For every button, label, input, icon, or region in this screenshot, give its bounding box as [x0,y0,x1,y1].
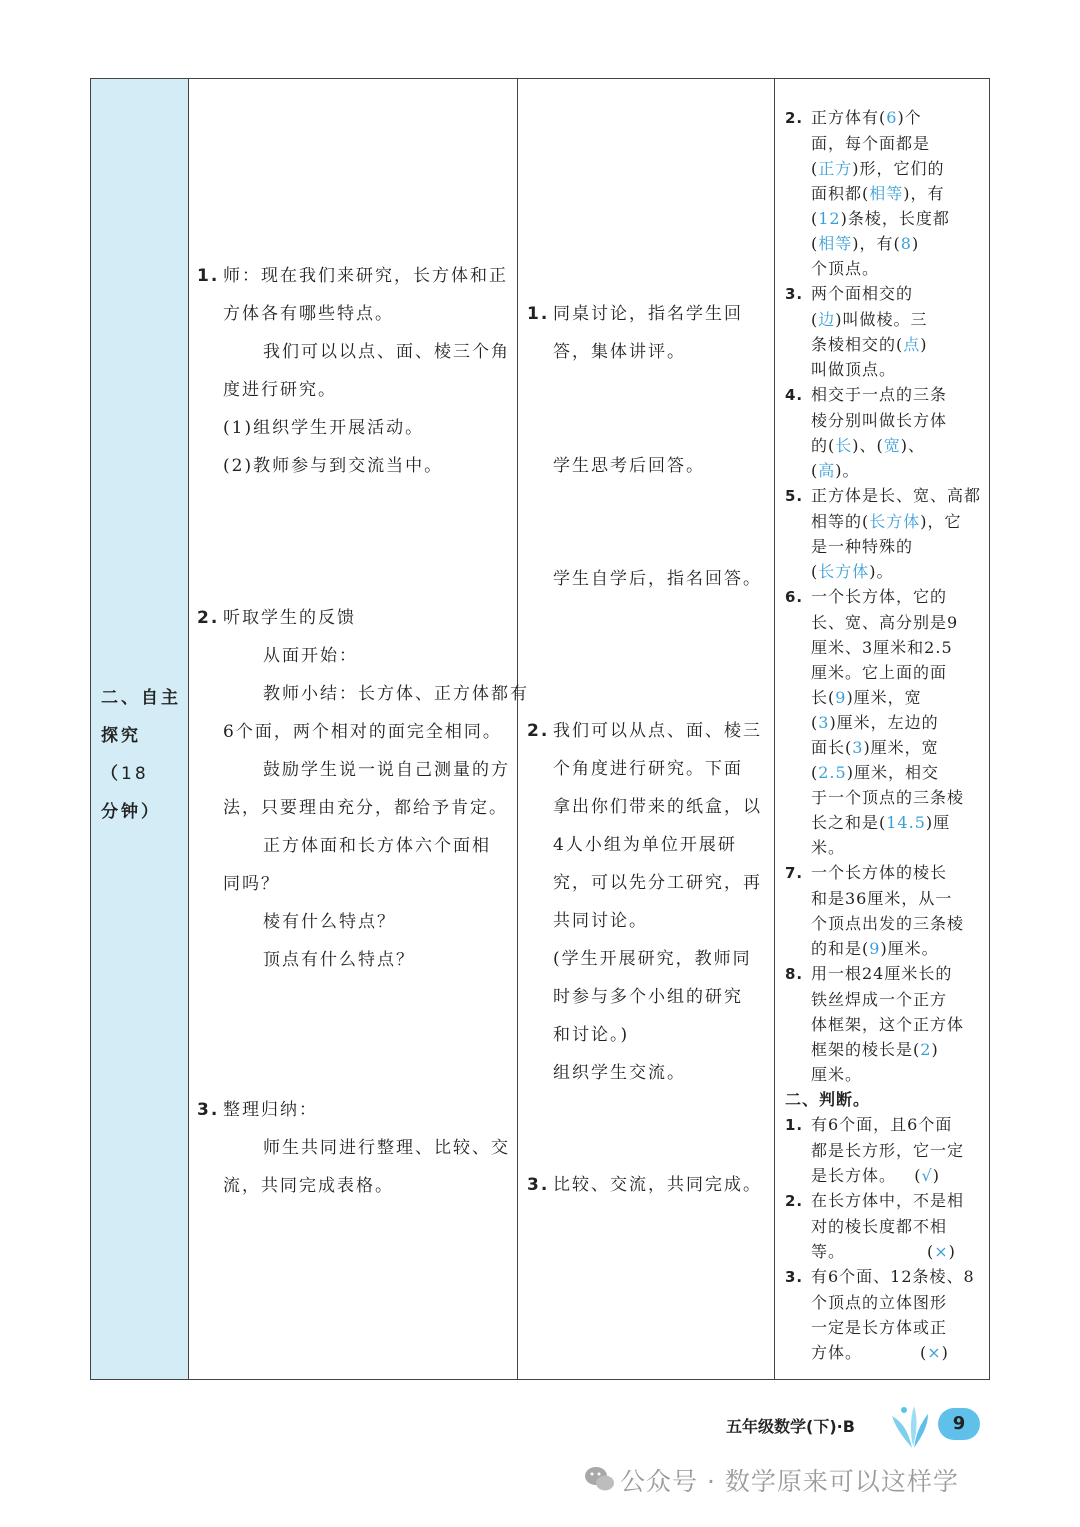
lesson-table [90,78,990,1380]
student-step-2: 2. 我们可以从点、面、棱三 个角度进行研究。下面 拿出你们带来的纸盒，以 4人小组为单位开展研 究，可以先分工研究，再 共同讨论。 (学生开展研究，教师同 时参与多个小组的研究 和讨论。) 组织学生交流。 [527,721,762,1083]
judge-q2: 2. 在长方体中，不是相 对的棱长度都不相 等。 (×) [785,1191,965,1261]
teacher-step-3: 3. 整理归纳： 师生共同进行整理、比较、交 流，共同完成表格。 [197,1100,510,1196]
exercise-q2: 2. 正方体有(6)个 面，每个面都是 (正方)形，它们的 面积都(相等)，有 (12)条棱，长度都 (相等)，有(8) 个顶点。 [785,108,950,278]
exercise-q3: 3. 两个面相交的 (边)叫做棱。三 条棱相交的(点) 叫做顶点。 [785,284,928,379]
watermark-text: 公众号 · 数学原来可以这样学 [620,1467,959,1496]
exercise-column [785,105,985,1365]
judge-q3: 3. 有6个面、12条棱、8 个顶点的立体图形 一定是长方体或正 方体。 (×) [785,1267,975,1362]
exercise-q7: 7. 一个长方体的棱长 和是36厘米，从一 个顶点出发的三条棱 的和是(9)厘米。 [785,863,965,958]
student-step-1: 1. 同桌讨论，指名学生回 答，集体讲评。 [527,304,743,362]
judge-q1: 1. 有6个面，且6个面 都是长方形，它一定 是长方体。 (√) [785,1115,965,1185]
exercise-q8: 8. 用一根24厘米长的 铁丝焊成一个正方 体框架，这个正方体 框架的棱长是(2) 厘米。 [785,964,965,1084]
wechat-icon [584,1465,616,1493]
exercise-q4: 4. 相交于一点的三条 棱分别叫做长方体 的(长)、(宽)、 (高)。 [785,385,948,480]
exercise-q6: 6. 一个长方体，它的 长、宽、高分别是9 厘米、3厘米和2.5 厘米。它上面的面 长(9)厘米，宽 (3)厘米，左边的 面长(3)厘米，宽 (2.5)厘米，相交 于一个顶点的三条棱 长之和是(14.5)厘 米。 [785,587,965,857]
student-step-1b: 学生思考后回答。 [553,456,705,476]
leaf-logo-icon [884,1398,944,1454]
judge-section-title: 二、判断。 [785,1090,871,1109]
student-step-3: 3. 比较、交流，共同完成。 [527,1175,762,1195]
exercise-q5: 5. 正方体是长、宽、高都 相等的(长方体)，它 是一种特殊的 (长方体)。 [785,486,982,581]
section-title: 二、自主 探究（18 分钟） [101,688,181,822]
column-divider [517,79,518,1379]
teacher-step-1: 1. 师：现在我们来研究，长方体和正 方体各有哪些特点。 我们可以以点、面、棱三个角 度进行研究。 (1)组织学生开展活动。 (2)教师参与到交流当中。 [197,266,510,476]
column-divider [188,79,189,1379]
page-number: 9 [938,1408,980,1440]
book-title: 五年级数学(下)·B [726,1417,855,1436]
student-step-1c: 学生自学后，指名回答。 [553,569,762,589]
column-divider [774,79,775,1379]
teacher-step-2: 2. 听取学生的反馈 从面开始： 教师小结：长方体、正方体都有 6个面，两个相对的面完全相同。 鼓励学生说一说自己测量的方 法，只要理由充分，都给予肯定。 正方体面和长方体六个面相 同吗？ 棱有什么特点？ 顶点有什么特点？ [197,608,529,970]
